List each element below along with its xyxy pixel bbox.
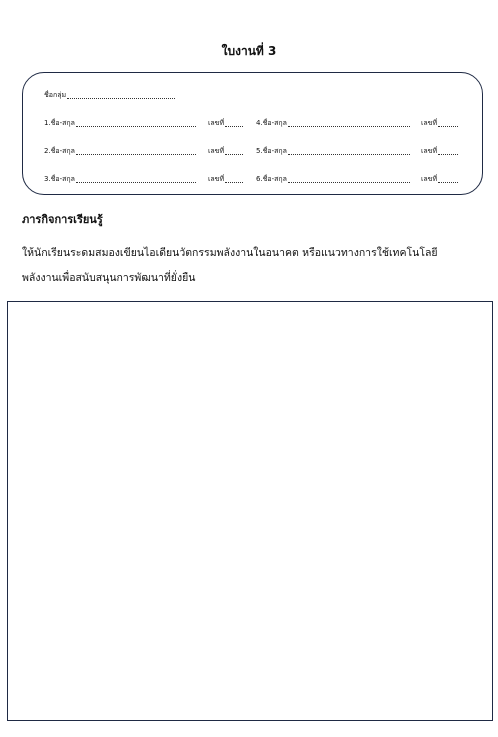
- member-3-number-label: เลขที่: [208, 175, 225, 183]
- member-1-number-field[interactable]: [208, 119, 243, 127]
- answer-box[interactable]: [7, 301, 493, 721]
- section-title: ภารกิจการเรียนรู้: [22, 213, 103, 226]
- member-6-number-field[interactable]: [421, 175, 458, 183]
- member-2-name-label: 2.ชื่อ-สกุล: [44, 147, 75, 155]
- member-3-name-field[interactable]: [44, 175, 196, 183]
- member-4-number-label: เลขที่: [421, 119, 438, 127]
- member-2-name-field[interactable]: [44, 147, 196, 155]
- member-4-name-label: 4.ชื่อ-สกุล: [256, 119, 287, 127]
- member-3-number-field[interactable]: [208, 175, 243, 183]
- group-name-label: ชื่อกลุ่ม: [44, 91, 67, 99]
- member-5-name-label: 5.ชื่อ-สกุล: [256, 147, 287, 155]
- worksheet-title: ใบงานที่ 3: [221, 44, 277, 58]
- member-4-name-field[interactable]: [256, 119, 410, 127]
- member-2-number-field[interactable]: [208, 147, 243, 155]
- member-1-name-label: 1.ชื่อ-สกุล: [44, 119, 75, 127]
- member-6-name-field[interactable]: [256, 175, 410, 183]
- member-5-number-label: เลขที่: [421, 147, 438, 155]
- member-3-name-label: 3.ชื่อ-สกุล: [44, 175, 75, 183]
- member-2-number-label: เลขที่: [208, 147, 225, 155]
- member-5-number-field[interactable]: [421, 147, 458, 155]
- member-6-number-label: เลขที่: [421, 175, 438, 183]
- member-1-number-label: เลขที่: [208, 119, 225, 127]
- instruction-line-2: พลังงานเพื่อสนับสนุนการพัฒนาที่ยั่งยืน: [22, 272, 196, 284]
- member-6-name-label: 6.ชื่อ-สกุล: [256, 175, 287, 183]
- group-name-field[interactable]: [44, 91, 175, 99]
- member-5-name-field[interactable]: [256, 147, 410, 155]
- member-1-name-field[interactable]: [44, 119, 196, 127]
- member-4-number-field[interactable]: [421, 119, 458, 127]
- instruction-line-1: ให้นักเรียนระดมสมองเขียนไอเดียนวัตกรรมพลังงานในอนาคต หรือแนวทางการใช้เทคโนโลยี: [22, 247, 438, 259]
